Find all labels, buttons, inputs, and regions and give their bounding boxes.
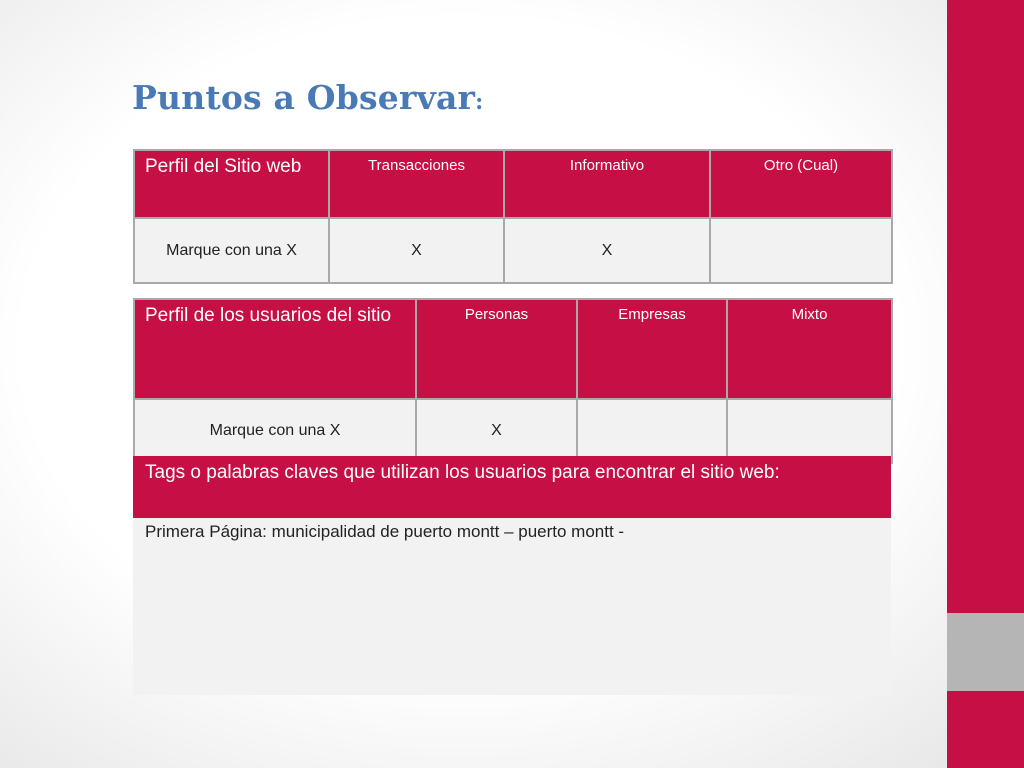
cell-informative-mark: X	[504, 218, 710, 283]
table-row	[134, 399, 892, 463]
title-text: Puntos a Observar	[132, 78, 476, 117]
side-gray-block	[947, 613, 1024, 691]
title-colon: :	[475, 89, 484, 115]
users-profile-table	[133, 298, 893, 464]
cell-companies-mark	[577, 399, 727, 463]
cell-persons-mark: X	[416, 399, 577, 463]
site-profile-table	[133, 149, 893, 284]
table-header-row	[134, 150, 892, 218]
header-cell-other: Otro (Cual)	[710, 150, 892, 218]
header-cell-persons: Personas	[416, 299, 577, 399]
tags-content: Primera Página: municipalidad de puerto montt – puerto montt -	[133, 518, 891, 695]
tags-heading: Tags o palabras claves que utilizan los usuarios para encontrar el sitio web:	[133, 456, 891, 518]
page-title	[132, 78, 483, 117]
header-cell-companies: Empresas	[577, 299, 727, 399]
table-header-row	[134, 299, 892, 399]
table-row	[134, 218, 892, 283]
header-cell-mixed: Mixto	[727, 299, 892, 399]
cell-transactions-mark: X	[329, 218, 504, 283]
header-cell-informative: Informativo	[504, 150, 710, 218]
cell-other-mark	[710, 218, 892, 283]
header-cell-transactions: Transacciones	[329, 150, 504, 218]
row-label-mark: Marque con una X	[134, 399, 416, 463]
cell-mixed-mark	[727, 399, 892, 463]
header-cell-users-profile: Perfil de los usuarios del sitio	[134, 299, 416, 399]
row-label-mark: Marque con una X	[134, 218, 329, 283]
header-cell-site-profile: Perfil del Sitio web	[134, 150, 329, 218]
